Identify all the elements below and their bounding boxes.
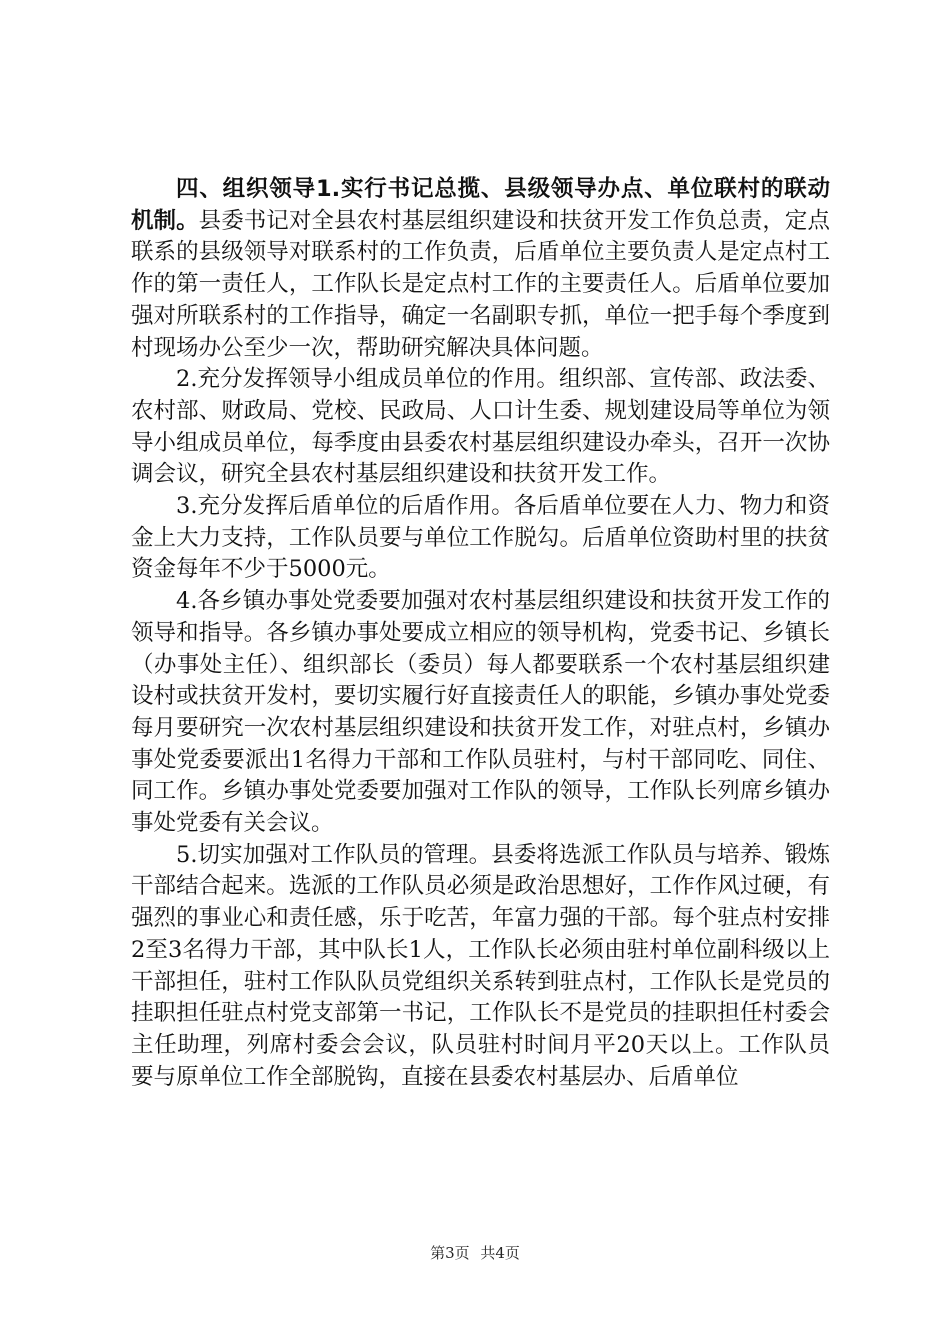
page-footer (0, 1242, 950, 1263)
page-total: 共4页 (480, 1244, 520, 1262)
paragraph-4: 4.各乡镇办事处党委要加强对农村基层组织建设和扶贫开发工作的领导和指导。各乡镇办事处要成立相应的领导机构，党委书记、乡镇长（办事处主任）、组织部长（委员）每人都要联系一个农村基层组织建设村或扶贫开发村，要切实履行好直接责任人的职能，乡镇办事处党委每月要研究一次农村基层组织建设和扶贫开发工作，对驻点村，乡镇办事处党委要派出1名得力干部和工作队员驻村，与村干部同吃、同住、同工作。乡镇办事处党委要加强对工作队的领导，工作队长列席乡镇办事处党委有关会议。 (131, 588, 830, 837)
paragraph-1-text: 县委书记对全县农村基层组织建设和扶贫开发工作负总责，定点联系的县级领导对联系村的工作负责，后盾单位主要负责人是定点村工作的第一责任人，工作队长是定点村工作的主要责任人。后盾单位要加强对所联系村的工作指导，确定一名副职专抓，单位一把手每个季度到村现场办公至少一次，帮助研究解决具体问题。 (131, 207, 830, 361)
paragraph-1 (131, 174, 830, 364)
paragraph-5: 5.切实加强对工作队员的管理。县委将选派工作队员与培养、锻炼干部结合起来。选派的工作队员必须是政治思想好，工作作风过硬，有强烈的事业心和责任感，乐于吃苦，年富力强的干部。每个驻点村安排2至3名得力干部，其中队长1人，工作队长必须由驻村单位副科级以上干部担任，驻村工作队队员党组织关系转到驻点村，工作队长是党员的挂职担任驻点村党支部第一书记，工作队长不是党员的挂职担任村委会主任助理，列席村委会会议，队员驻村时间月平20天以上。工作队员要与原单位工作全部脱钩，直接在县委农村基层办、后盾单位 (131, 841, 830, 1090)
page-number: 第3页 (430, 1244, 470, 1262)
paragraph-3: 3.充分发挥后盾单位的后盾作用。各后盾单位要在人力、物力和资金上大力支持，工作队员要与单位工作脱勾。后盾单位资助村里的扶贫资金每年不少于5000元。 (131, 493, 830, 583)
document-body (131, 174, 830, 1093)
paragraph-2: 2.充分发挥领导小组成员单位的作用。组织部、宣传部、政法委、农村部、财政局、党校、民政局、人口计生委、规划建设局等单位为领导小组成员单位，每季度由县委农村基层组织建设办牵头，召开一次协调会议，研究全县农村基层组织建设和扶贫开发工作。 (131, 366, 830, 488)
section-heading: 四、组织领导1.实行书记总揽、县级领导办点、单位联村的联动机制。 (131, 176, 830, 234)
